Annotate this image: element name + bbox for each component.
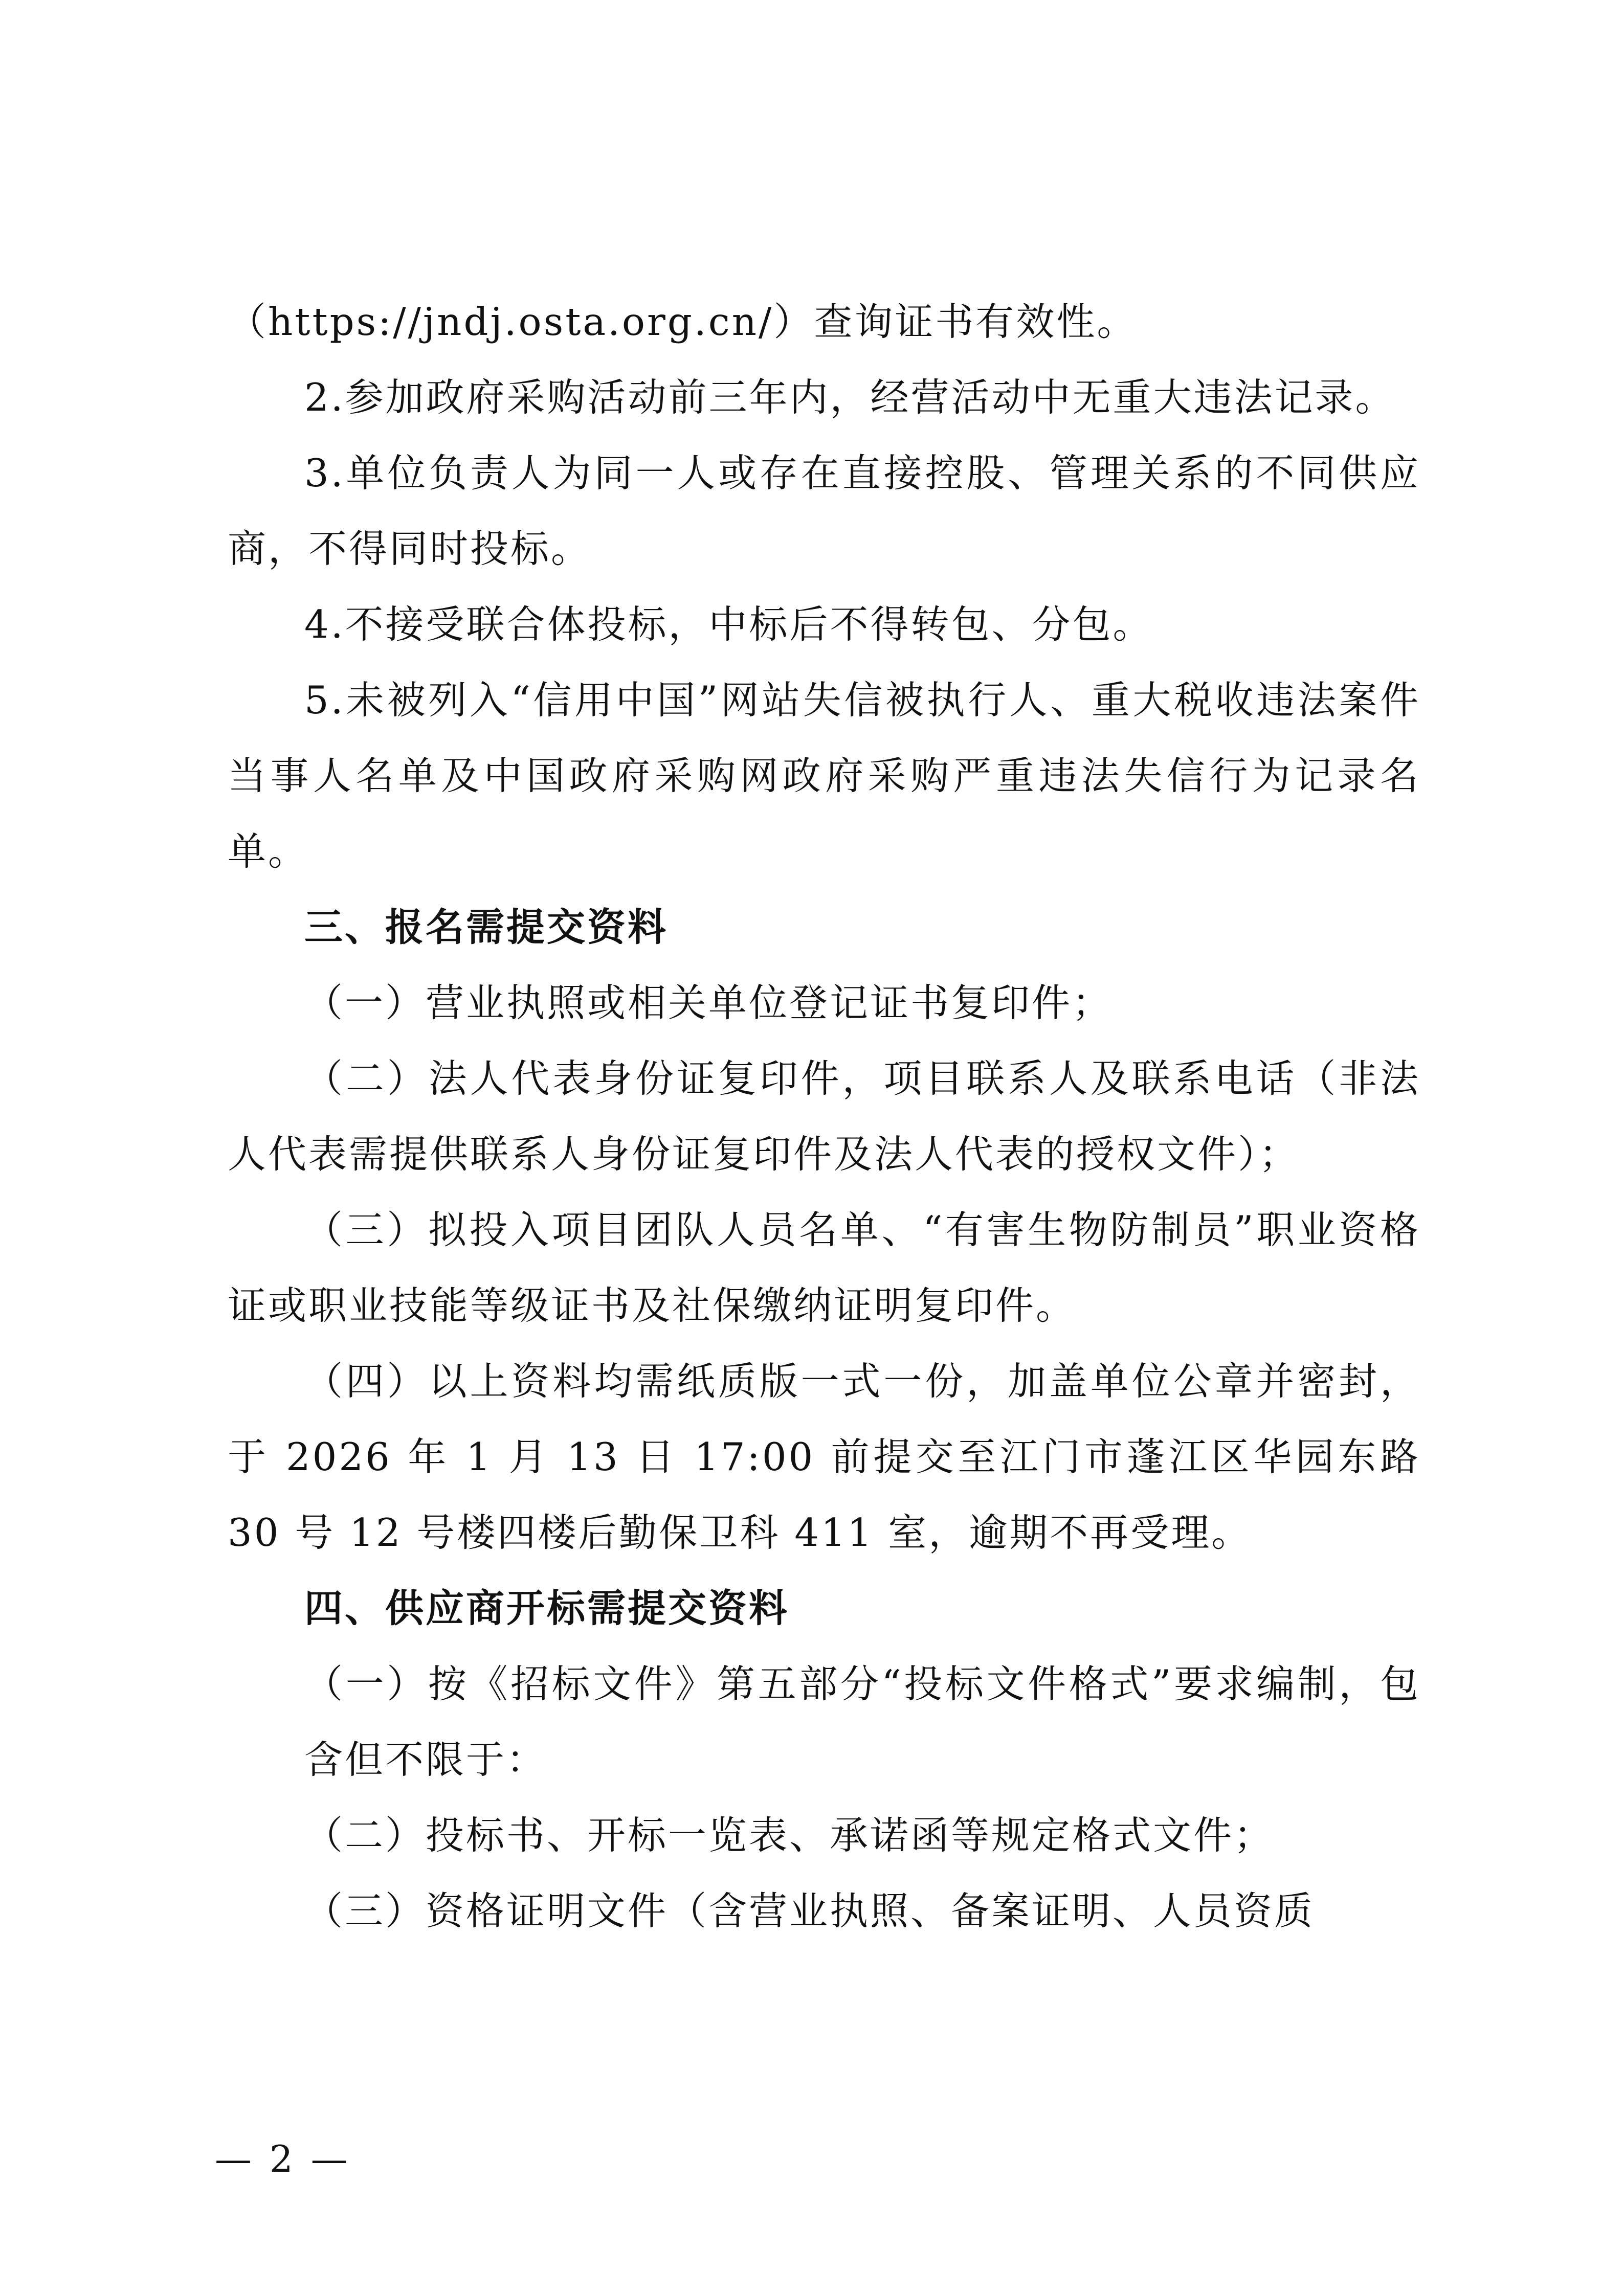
section3-item-1: （一）营业执照或相关单位登记证书复印件；: [304, 980, 1113, 1025]
paragraph-url-continuation: （https://jndj.osta.org.cn/）查询证书有效性。: [228, 299, 1138, 344]
section4-item-3: （三）资格证明文件（含营业执照、备案证明、人员资质: [304, 1888, 1315, 1933]
section4-item-1: （一）按《招标文件》第五部分“投标文件格式”要求编制，包含但不限于：: [304, 1661, 1420, 1782]
document-body: [228, 284, 1420, 1949]
section3-item-3: （三）拟投入项目团队人员名单、“有害生物防制员”职业资格证或职业技能等级证书及社保缴纳证明复印件。: [228, 1207, 1420, 1328]
section4-item-2: （二）投标书、开标一览表、承诺函等规定格式文件；: [304, 1813, 1275, 1858]
section3-item-2: （二）法人代表身份证复印件，项目联系人及联系电话（非法人代表需提供联系人身份证复印件及法人代表的授权文件）；: [228, 1056, 1420, 1177]
paragraph-item-5: 5.未被列入“信用中国”网站失信被执行人、重大税收违法案件当事人名单及中国政府采购网政府采购严重违法失信行为记录名单。: [228, 678, 1420, 874]
section3-item-4: （四）以上资料均需纸质版一式一份，加盖单位公章并密封，于 2026 年 1 月 13 日 17:00 前提交至江门市蓬江区华园东路 30 号 12 号楼四楼后勤保卫科 411 室，逾期不再受理。: [228, 1359, 1420, 1555]
section-heading-3: 三、报名需提交资料: [304, 905, 669, 950]
section-heading-4: 四、供应商开标需提交资料: [304, 1586, 790, 1631]
paragraph-item-4: 4.不接受联合体投标，中标后不得转包、分包。: [304, 602, 1153, 647]
paragraph-item-3: 3.单位负责人为同一人或存在直接控股、管理关系的不同供应商，不得同时投标。: [228, 451, 1420, 571]
paragraph-item-2: 2.参加政府采购活动前三年内，经营活动中无重大违法记录。: [304, 375, 1396, 420]
page-number: — 2 —: [215, 2137, 351, 2180]
